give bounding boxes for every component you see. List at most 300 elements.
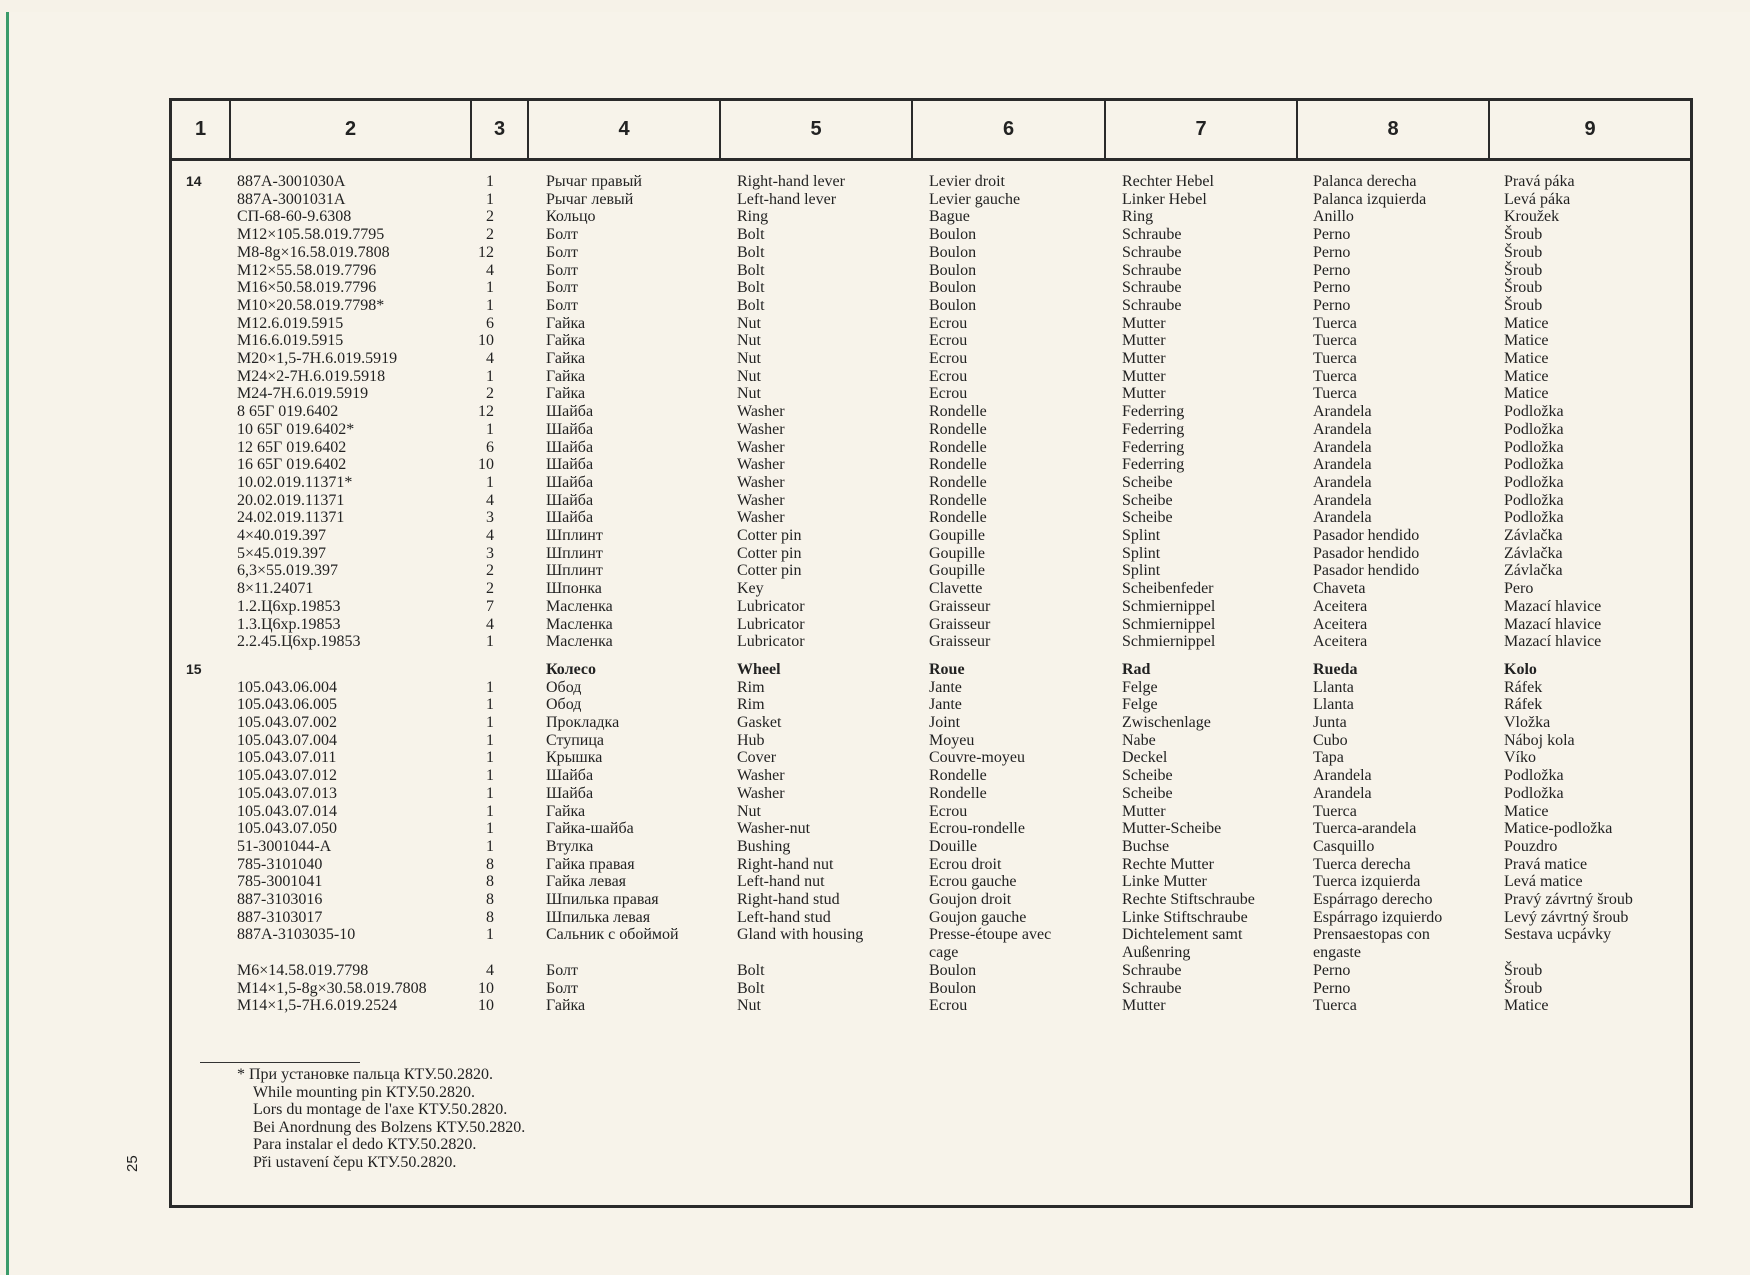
table-row — [172, 191, 1690, 209]
name-fr: Rondelle — [929, 491, 987, 509]
table-row — [172, 873, 1690, 891]
name-ru: Шайба — [546, 403, 594, 421]
table-row — [172, 244, 1690, 262]
part-number: 8×11.24071 — [237, 580, 314, 598]
table-row — [172, 315, 1690, 333]
name-cs: Šroub — [1504, 261, 1543, 279]
name-en: Left-hand stud — [737, 908, 831, 926]
table-row — [172, 474, 1690, 492]
name-cs: Podložka — [1504, 784, 1564, 802]
name-fr: Presse-étoupe avec — [929, 926, 1052, 944]
name-cs: Podložka — [1504, 456, 1564, 474]
name-en: Cotter pin — [737, 562, 802, 580]
name-cs: Závlačka — [1504, 527, 1563, 544]
part-number: 105.043.07.014 — [237, 802, 337, 820]
name-ru: Болт — [546, 279, 578, 297]
name-es: Llanta — [1313, 678, 1354, 696]
footnote-line: * При установке пальца КТУ.50.2820. — [237, 1066, 494, 1083]
name-de: Mutter — [1122, 314, 1166, 332]
name-en: Lubricator — [737, 615, 805, 633]
header-col-4: 4 — [529, 101, 721, 158]
name-cs: Podložka — [1504, 438, 1564, 456]
table-row — [172, 767, 1690, 785]
quantity: 1 — [486, 784, 494, 802]
part-number: 24.02.019.11371 — [237, 509, 345, 527]
quantity: 1 — [486, 367, 494, 385]
header-col-8: 8 — [1298, 101, 1490, 158]
name-cs: Pero — [1504, 580, 1534, 598]
part-number: М8-8g×16.58.019.7808 — [237, 243, 390, 261]
name-en: Nut — [737, 350, 761, 367]
header-col-9: 9 — [1584, 118, 1596, 140]
name-cs: Šroub — [1504, 226, 1543, 244]
quantity: 2 — [486, 580, 494, 598]
table-row — [172, 856, 1690, 874]
quantity: 1 — [486, 296, 494, 314]
quantity: 6 — [486, 438, 494, 456]
header-col-6: 6 — [913, 101, 1106, 158]
name-fr: Boulon — [929, 961, 977, 979]
name-es: Palanca izquierda — [1313, 190, 1427, 208]
header-col-1: 1 — [172, 101, 231, 158]
quantity: 1 — [486, 173, 494, 190]
table-row — [172, 749, 1690, 767]
name-ru: Гайка — [546, 350, 586, 367]
footnote-line: Lors du montage de l'axe КТУ.50.2820. — [253, 1101, 508, 1118]
table-row — [172, 439, 1690, 457]
quantity: 1 — [486, 678, 494, 696]
name-es: Arandela — [1313, 491, 1372, 509]
part-number: 105.043.07.004 — [237, 731, 337, 749]
quantity: 10 — [478, 332, 494, 350]
footnote-line: While mounting pin КТУ.50.2820. — [253, 1083, 476, 1101]
name-ru: Крышка — [546, 749, 603, 767]
name-fr: Graisseur — [929, 597, 991, 615]
part-number: 4×40.019.397 — [237, 527, 327, 544]
name-ru: Шплинт — [546, 527, 603, 544]
part-number: 887A-3001031A — [237, 190, 346, 208]
name-en: Nut — [737, 802, 761, 820]
name-es: Chaveta — [1313, 580, 1366, 598]
name-de: Schraube — [1122, 226, 1182, 244]
name-fr: Ecrou — [929, 367, 968, 385]
footnote-divider — [200, 1062, 360, 1063]
name-cs: Vložka — [1504, 714, 1551, 731]
quantity: 1 — [486, 837, 494, 855]
name-de: Mutter — [1122, 802, 1166, 820]
name-de: Scheibe — [1122, 491, 1173, 509]
header-col-2: 2 — [231, 101, 472, 158]
name-en: Bolt — [737, 296, 765, 314]
name-en: Cotter pin — [737, 544, 802, 562]
name-es: Llanta — [1313, 696, 1354, 714]
part-number: М16.6.019.5915 — [237, 332, 344, 350]
name-cs: Matice — [1504, 997, 1549, 1015]
name-de: Rad — [1122, 660, 1151, 678]
name-ru: Шпилька левая — [546, 908, 651, 926]
name-cs: Matice — [1504, 367, 1549, 385]
name-de: Mutter — [1122, 332, 1166, 350]
name-de: Mutter — [1122, 350, 1166, 367]
name-cs: Matice — [1504, 332, 1549, 350]
table-row — [172, 714, 1690, 732]
table-row — [172, 785, 1690, 803]
name-cs: Závlačka — [1504, 544, 1563, 562]
footnote-line: Para instalar el dedo КТУ.50.2820. — [253, 1136, 477, 1153]
part-number: 10.02.019.11371* — [237, 473, 353, 491]
name-cs: Levý závrtný šroub — [1504, 908, 1629, 926]
name-de: Schraube — [1122, 296, 1182, 314]
name-ru: Шайба — [546, 509, 594, 527]
name-en: Bolt — [737, 979, 765, 997]
name-ru: Шайба — [546, 473, 594, 491]
name-de: Mutter — [1122, 997, 1166, 1015]
name-fr: Goupille — [929, 527, 985, 544]
quantity: 8 — [486, 908, 494, 926]
quantity: 4 — [486, 527, 494, 544]
table-row — [172, 208, 1690, 226]
name-fr: Boulon — [929, 261, 977, 279]
table-row — [172, 279, 1690, 297]
name-es: Tuerca — [1313, 802, 1357, 820]
name-es: Tuerca — [1313, 350, 1357, 367]
part-number: СП-68-60-9.6308 — [237, 208, 352, 226]
table-row — [172, 368, 1690, 386]
table-row — [172, 838, 1690, 856]
name-ru: Гайка — [546, 802, 586, 820]
name-es: Perno — [1313, 296, 1351, 314]
table-row — [172, 598, 1690, 616]
part-number: 105.043.07.050 — [237, 820, 337, 838]
name-en: Washer — [737, 473, 785, 491]
part-number: 51-3001044-А — [237, 837, 332, 855]
name-de: Mutter — [1122, 385, 1166, 403]
name-es: Aceitera — [1313, 615, 1368, 633]
name-cs: Podložka — [1504, 473, 1564, 491]
name-de: Scheibe — [1122, 473, 1173, 491]
name-fr: Bague — [929, 208, 970, 226]
table-row — [172, 820, 1690, 838]
name-cs: Matice — [1504, 385, 1549, 403]
name-ru: Обод — [546, 696, 582, 714]
name-cs: Matice — [1504, 802, 1549, 820]
name-cs: Šroub — [1504, 961, 1543, 979]
name-ru: Гайка левая — [546, 873, 627, 891]
table-row — [172, 891, 1690, 909]
row-group: 14 — [186, 173, 202, 189]
quantity: 2 — [486, 562, 494, 580]
part-number: 20.02.019.11371 — [237, 491, 345, 509]
name-es: Arandela — [1313, 456, 1372, 474]
name-ru: Обод — [546, 678, 582, 696]
name-fr: Ecrou — [929, 802, 968, 820]
name-de: Ring — [1122, 208, 1154, 226]
name-es: Arandela — [1313, 784, 1372, 802]
name-cs: Mazací hlavice — [1504, 615, 1602, 633]
quantity: 4 — [486, 961, 494, 979]
quantity: 1 — [486, 190, 494, 208]
name-es: Tuerca — [1313, 367, 1357, 385]
name-fr: Rondelle — [929, 767, 987, 785]
name-es: Arandela — [1313, 403, 1372, 421]
quantity: 2 — [486, 226, 494, 244]
part-number: 10 65Г 019.6402* — [237, 420, 355, 438]
part-number: 8 65Г 019.6402 — [237, 403, 339, 421]
row-group: 15 — [186, 660, 202, 677]
part-number: 105.043.07.013 — [237, 784, 337, 802]
name-de: Scheibe — [1122, 509, 1173, 527]
table-row — [172, 962, 1690, 980]
name-es: Espárrago izquierdo — [1313, 908, 1443, 926]
name-de: Linke Stiftschraube — [1122, 908, 1248, 926]
name-ru: Болт — [546, 979, 578, 997]
table-row — [172, 456, 1690, 474]
name-en: Wheel — [737, 660, 781, 678]
table-row — [172, 616, 1690, 634]
table-row — [172, 403, 1690, 421]
name-en: Cover — [737, 749, 777, 767]
quantity: 1 — [486, 749, 494, 767]
part-number: М24×2-7Н.6.019.5918 — [237, 367, 386, 385]
name-cs: Víko — [1504, 749, 1536, 767]
name-de: Schraube — [1122, 961, 1182, 979]
name-fr: Roue — [929, 660, 965, 678]
name-ru: Гайка — [546, 385, 586, 403]
name-ru: Кольцо — [546, 208, 596, 226]
part-number: М12.6.019.5915 — [237, 314, 344, 332]
table-row — [172, 527, 1690, 545]
quantity: 2 — [486, 208, 494, 226]
part-number: М14×1,5-8g×30.58.019.7808 — [237, 979, 427, 997]
page — [6, 12, 1750, 1275]
name-en: Lubricator — [737, 633, 805, 651]
quantity: 1 — [486, 926, 494, 944]
table-row — [172, 509, 1690, 527]
name-ru: Шайба — [546, 456, 594, 474]
name-fr: Levier gauche — [929, 190, 1021, 208]
name-de: Splint — [1122, 527, 1161, 544]
name-ru: Шайба — [546, 491, 594, 509]
name-ru: Шайба — [546, 767, 594, 785]
table-row — [172, 421, 1690, 439]
parts-table — [169, 98, 1693, 1208]
quantity: 6 — [486, 314, 494, 332]
name-fr: Graisseur — [929, 615, 991, 633]
table-row — [172, 661, 1690, 679]
table-row — [172, 385, 1690, 403]
name-ru: Шплинт — [546, 562, 603, 580]
name-cs: Pouzdro — [1504, 837, 1558, 855]
name-cs: Šroub — [1504, 243, 1543, 261]
table-row — [172, 696, 1690, 714]
table-row — [172, 226, 1690, 244]
name-en: Left-hand nut — [737, 873, 825, 891]
name-de: Linke Mutter — [1122, 873, 1207, 891]
table-row — [172, 262, 1690, 280]
name-en: Right-hand lever — [737, 173, 845, 190]
table-row — [172, 492, 1690, 510]
name-fr: Couvre-moyeu — [929, 749, 1025, 767]
name-en: Washer — [737, 491, 785, 509]
name-de: Scheibe — [1122, 767, 1173, 785]
name-de: Außenring — [1122, 944, 1191, 962]
part-number: 12 65Г 019.6402 — [237, 438, 347, 456]
name-ru: Гайка правая — [546, 855, 635, 873]
table-row — [172, 173, 1690, 191]
name-fr: Ecrou gauche — [929, 873, 1017, 891]
header-col-3: 3 — [472, 101, 529, 158]
name-es: Arandela — [1313, 509, 1372, 527]
name-fr: Graisseur — [929, 633, 991, 651]
part-number: М16×50.58.019.7796 — [237, 279, 377, 297]
quantity: 1 — [486, 696, 494, 714]
name-fr: Clavette — [929, 580, 983, 598]
name-fr: Ecrou — [929, 314, 968, 332]
table-row — [172, 997, 1690, 1015]
name-cs: Levá páka — [1504, 190, 1571, 208]
name-es: engaste — [1313, 944, 1361, 962]
table-row — [172, 909, 1690, 927]
name-es: Tuerca — [1313, 314, 1357, 332]
name-cs: Matice — [1504, 350, 1549, 367]
name-es: Tuerca — [1313, 385, 1357, 403]
name-es: Aceitera — [1313, 597, 1368, 615]
table-row — [172, 732, 1690, 750]
table-header — [172, 101, 1690, 161]
part-number: 1.3.Ц6хр.19853 — [237, 615, 341, 633]
quantity: 1 — [486, 802, 494, 820]
name-de: Schraube — [1122, 279, 1182, 297]
name-fr: Rondelle — [929, 473, 987, 491]
part-number: М6×14.58.019.7798 — [237, 961, 369, 979]
name-de: Nabe — [1122, 731, 1156, 749]
name-es: Junta — [1313, 714, 1347, 731]
name-ru: Рычаг правый — [546, 173, 642, 190]
name-es: Espárrago derecho — [1313, 891, 1433, 908]
name-ru: Болт — [546, 296, 578, 314]
name-en: Bolt — [737, 961, 765, 979]
name-fr: Jante — [929, 696, 962, 714]
quantity: 12 — [478, 403, 494, 421]
table-row — [172, 803, 1690, 821]
name-en: Washer — [737, 456, 785, 474]
name-fr: Goujon droit — [929, 891, 1012, 908]
name-fr: Ecrou-rondelle — [929, 820, 1025, 838]
name-en: Nut — [737, 997, 761, 1015]
part-number: 2.2.45.Ц6хр.19853 — [237, 633, 361, 651]
name-es: Perno — [1313, 243, 1351, 261]
part-number: 16 65Г 019.6402 — [237, 456, 347, 474]
name-es: Pasador hendido — [1313, 562, 1420, 580]
name-fr: cage — [929, 944, 959, 962]
name-ru: Болт — [546, 261, 578, 279]
table-row — [172, 944, 1690, 962]
name-es: Pasador hendido — [1313, 544, 1420, 562]
quantity: 1 — [486, 633, 494, 651]
name-cs: Pravá matice — [1504, 855, 1588, 873]
quantity: 8 — [486, 891, 494, 908]
header-col-5: 5 — [721, 101, 913, 158]
name-es: Rueda — [1313, 660, 1358, 678]
quantity: 12 — [478, 243, 494, 261]
part-number: 1.2.Ц6хр.19853 — [237, 597, 341, 615]
name-ru: Шайба — [546, 438, 594, 456]
name-es: Pasador hendido — [1313, 527, 1420, 544]
name-es: Perno — [1313, 261, 1351, 279]
part-number: 105.043.06.004 — [237, 678, 337, 696]
footnote-line: Při ustavení čepu КТУ.50.2820. — [253, 1153, 457, 1171]
name-ru: Шайба — [546, 420, 594, 438]
part-number: 105.043.07.002 — [237, 714, 337, 731]
name-ru: Шплинт — [546, 544, 603, 562]
name-es: Perno — [1313, 226, 1351, 244]
quantity: 1 — [486, 731, 494, 749]
part-number: 887А-3103035-10 — [237, 926, 356, 944]
name-de: Scheibenfeder — [1122, 580, 1214, 598]
part-number: 105.043.07.012 — [237, 767, 337, 785]
name-cs: Závlačka — [1504, 562, 1563, 580]
name-de: Buchse — [1122, 837, 1170, 855]
name-ru: Болт — [546, 961, 578, 979]
quantity: 10 — [478, 979, 494, 997]
name-en: Ring — [737, 208, 769, 226]
name-ru: Шайба — [546, 784, 594, 802]
name-ru: Рычаг левый — [546, 190, 634, 208]
name-fr: Jante — [929, 678, 962, 696]
part-number: 785-3101040 — [237, 855, 323, 873]
name-en: Gland with housing — [737, 926, 864, 944]
name-fr: Boulon — [929, 979, 977, 997]
table-row — [172, 980, 1690, 998]
table-row — [172, 633, 1690, 651]
name-ru: Гайка — [546, 332, 586, 350]
name-fr: Joint — [929, 714, 961, 731]
name-fr: Rondelle — [929, 420, 987, 438]
name-en: Rim — [737, 696, 765, 714]
name-cs: Sestava ucpávky — [1504, 926, 1612, 944]
name-es: Arandela — [1313, 438, 1372, 456]
name-ru: Болт — [546, 226, 578, 244]
name-es: Tapa — [1313, 749, 1344, 767]
name-es: Casquillo — [1313, 837, 1375, 855]
footnote-line: Bei Anordnung des Bolzens КТУ.50.2820. — [253, 1118, 526, 1136]
name-en: Bolt — [737, 243, 765, 261]
name-en: Nut — [737, 385, 761, 403]
name-ru: Гайка — [546, 997, 586, 1015]
name-es: Aceitera — [1313, 633, 1368, 651]
quantity: 1 — [486, 820, 494, 838]
name-en: Cotter pin — [737, 527, 802, 544]
name-en: Washer — [737, 767, 785, 785]
name-de: Rechte Mutter — [1122, 855, 1214, 873]
table-row — [172, 332, 1690, 350]
name-de: Splint — [1122, 562, 1161, 580]
name-fr: Ecrou droit — [929, 855, 1002, 873]
quantity: 4 — [486, 261, 494, 279]
name-fr: Levier droit — [929, 173, 1005, 190]
name-es: Palanca derecha — [1313, 173, 1417, 190]
name-fr: Ecrou — [929, 997, 968, 1015]
name-en: Washer — [737, 403, 785, 421]
name-ru: Ступица — [546, 731, 605, 749]
quantity: 10 — [478, 456, 494, 474]
name-fr: Rondelle — [929, 509, 987, 527]
quantity: 4 — [486, 350, 494, 367]
name-es: Arandela — [1313, 420, 1372, 438]
name-es: Perno — [1313, 979, 1351, 997]
name-cs: Pravý závrtný šroub — [1504, 891, 1633, 908]
name-en: Key — [737, 580, 764, 598]
